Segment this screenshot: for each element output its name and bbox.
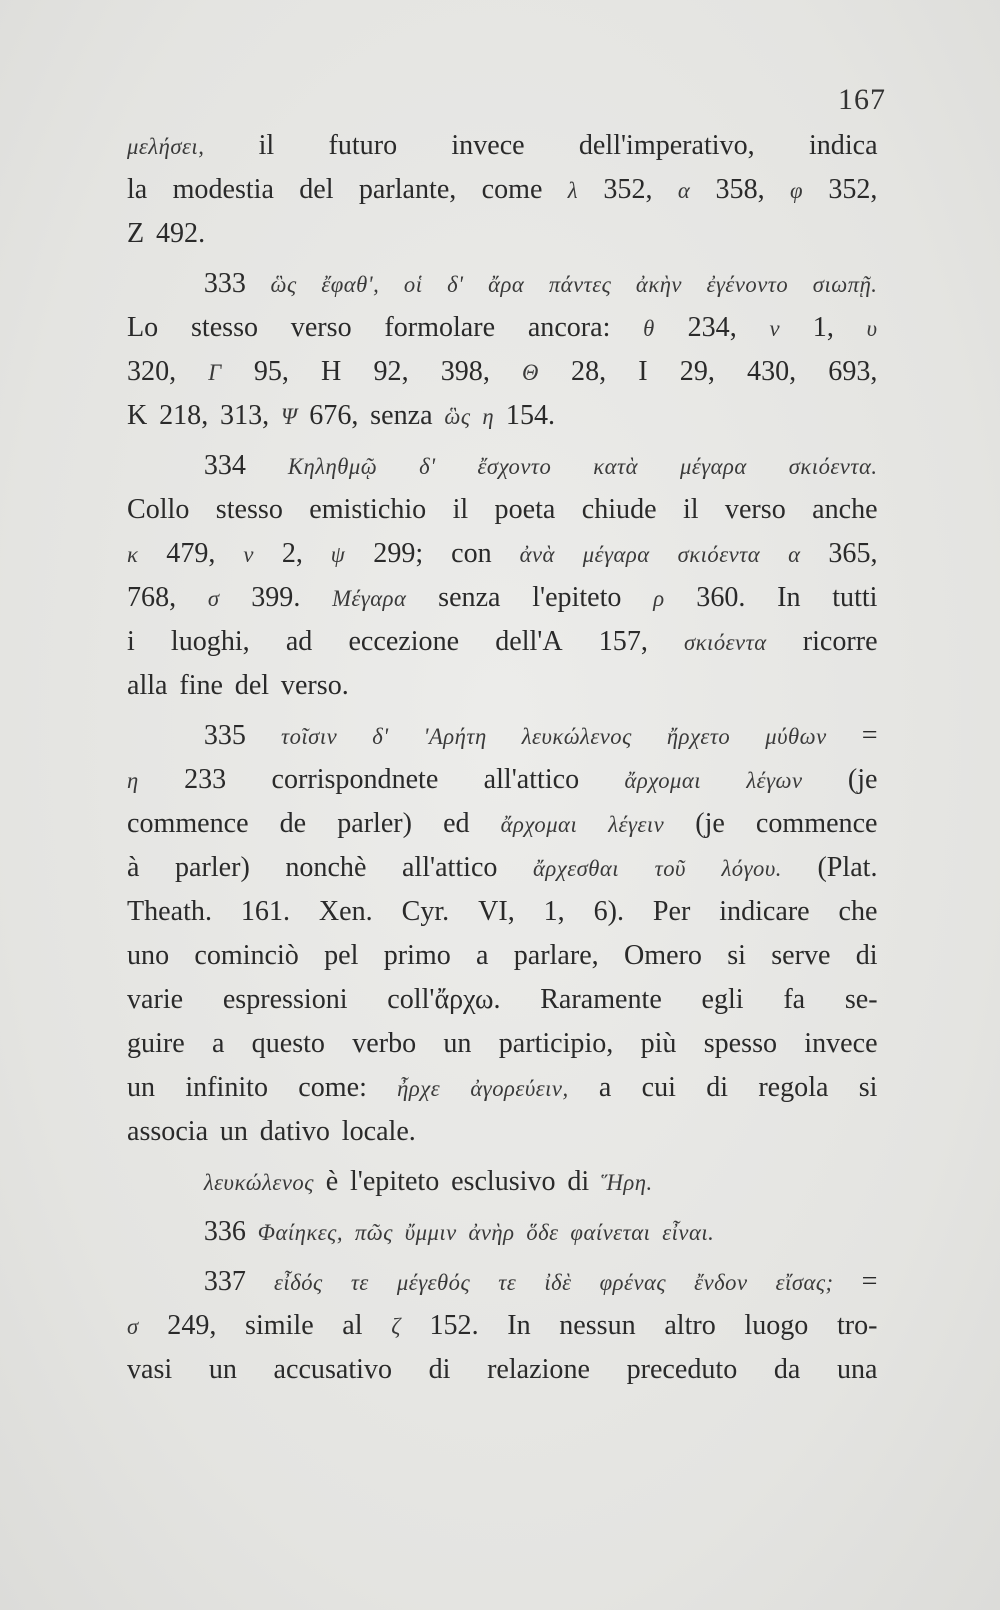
text-line — [127, 1348, 878, 1392]
word: parler) — [175, 852, 250, 883]
word: di — [428, 1354, 451, 1385]
word: ἄρχεσθαι — [532, 856, 620, 881]
text-line — [127, 532, 878, 576]
word: altro — [664, 1310, 716, 1341]
word: 336 — [203, 1216, 246, 1247]
word: μελήσει, — [127, 134, 205, 159]
word: il — [682, 494, 699, 525]
word: associa — [127, 1116, 209, 1147]
word: 360. — [696, 582, 746, 613]
text-line — [127, 168, 878, 212]
word: ζ — [391, 1314, 401, 1339]
word: di — [567, 1166, 590, 1197]
word: varie — [127, 984, 184, 1015]
text-line — [127, 1260, 878, 1304]
word: all'attico — [401, 852, 498, 883]
word: il — [452, 494, 469, 525]
word: Xen. — [318, 896, 373, 927]
word: verso. — [280, 670, 349, 701]
word: verso — [290, 312, 352, 343]
word: pel — [324, 940, 359, 971]
word: al — [342, 1310, 363, 1341]
word: ρ — [653, 586, 665, 611]
word: una — [836, 1354, 878, 1385]
word: 28, — [571, 356, 607, 387]
word: esclusivo — [451, 1166, 556, 1197]
word: Γ — [208, 360, 222, 385]
word: l'epiteto — [349, 1166, 440, 1197]
word: egli — [701, 984, 744, 1015]
word: eccezione — [348, 626, 460, 657]
word: Lo — [127, 312, 159, 343]
word: parlante, — [358, 174, 457, 205]
word: κατὰ — [593, 454, 639, 479]
word: 358, — [715, 174, 765, 205]
word: modestia — [172, 174, 274, 205]
word: emistichio — [309, 494, 427, 525]
word: commence — [755, 808, 878, 839]
text-line — [127, 1066, 878, 1110]
word: 313, — [220, 400, 270, 431]
word: tutti — [832, 582, 878, 613]
word: VI, — [478, 896, 515, 927]
word: 95, — [253, 356, 289, 387]
word: ν — [769, 316, 781, 341]
word: senza — [370, 400, 433, 431]
word: primo — [383, 940, 451, 971]
word: si — [727, 940, 746, 971]
word: μέγεθός — [396, 1270, 471, 1295]
word: luoghi, — [170, 626, 250, 657]
word: corrispondnete — [271, 764, 439, 795]
word: Cyr. — [401, 896, 450, 927]
word: il — [258, 130, 275, 161]
word: parler) — [337, 808, 413, 839]
word: indica — [808, 130, 878, 161]
word: indicare — [719, 896, 810, 927]
word: (je — [695, 808, 725, 839]
word: 6). — [593, 896, 625, 927]
word: si — [858, 1072, 878, 1103]
word: σ — [207, 586, 220, 611]
word: alla — [127, 670, 168, 701]
word: ed — [443, 808, 470, 839]
word: 234, — [687, 312, 737, 343]
word: ἀνὰ — [519, 542, 555, 567]
word: Per — [652, 896, 691, 927]
word: α — [788, 542, 801, 567]
word: ἄρα — [488, 272, 525, 297]
word: ἄρχομαι — [624, 768, 702, 793]
word: σ — [127, 1314, 139, 1339]
word: φαίνεται — [570, 1220, 651, 1245]
word: 768, — [127, 582, 177, 613]
text-line — [127, 714, 878, 758]
word: 152. — [429, 1310, 479, 1341]
word: un — [208, 1354, 237, 1385]
word: 337 — [203, 1266, 246, 1297]
word: Omero — [623, 940, 702, 971]
word: a — [598, 1072, 612, 1103]
word: λ — [567, 178, 579, 203]
word: 398, — [440, 356, 490, 387]
word: 2, — [281, 538, 303, 569]
word: σιωπῇ. — [812, 272, 878, 297]
word: 352, — [828, 174, 878, 205]
word: σκιόεντα — [684, 630, 767, 655]
text-line — [127, 444, 878, 488]
word: i — [127, 626, 135, 657]
text-line — [127, 124, 878, 168]
word: ὣς — [270, 272, 297, 297]
word: Z — [127, 218, 145, 249]
word: Ψ — [280, 404, 298, 429]
word: del — [234, 670, 270, 701]
word: δ' — [447, 272, 464, 297]
word: 352, — [603, 174, 653, 205]
word: l'epiteto — [532, 582, 622, 613]
word: se- — [844, 984, 878, 1015]
word: Φαίηκες, — [257, 1220, 344, 1245]
word: εἶναι. — [662, 1220, 715, 1245]
text-line — [127, 1304, 878, 1348]
word: Θ — [522, 360, 539, 385]
text-line — [127, 1160, 878, 1204]
word: εἴσας; — [775, 1270, 834, 1295]
word: anche — [812, 494, 878, 525]
word: ψ — [330, 542, 346, 567]
word: coll'ἄρχω. — [387, 984, 501, 1015]
word: fa — [783, 984, 806, 1015]
text-line — [127, 576, 878, 620]
body-text — [127, 124, 889, 1392]
word: μέγαρα — [679, 454, 747, 479]
word: di — [855, 940, 878, 971]
word: uno — [127, 940, 170, 971]
word: ὣς — [444, 404, 471, 429]
word: invece — [451, 130, 525, 161]
word: φρένας — [599, 1270, 667, 1295]
word: 333 — [203, 268, 246, 299]
word: I — [638, 356, 648, 387]
word: verbo — [352, 1028, 417, 1059]
word: Collo — [127, 494, 190, 525]
word: ἤρχετο — [666, 724, 731, 749]
word: τε — [498, 1270, 517, 1295]
text-line — [127, 620, 878, 664]
word: K — [127, 400, 148, 431]
word: σκιόεντα — [677, 542, 761, 567]
word: 92, — [373, 356, 409, 387]
word: 320, — [127, 356, 177, 387]
word: λόγου. — [721, 856, 782, 881]
word: 430, — [747, 356, 797, 387]
word: ἄρχομαι — [500, 812, 578, 837]
word: ἀκὴν — [635, 272, 682, 297]
word: μύθων — [765, 724, 827, 749]
word: ἔνδον — [694, 1270, 748, 1295]
word: la — [127, 174, 148, 205]
word: 1, — [543, 896, 565, 927]
word: infinito — [185, 1072, 269, 1103]
word: τοῖσιν — [280, 724, 338, 749]
word: δ' — [419, 454, 436, 479]
word: cominciò — [194, 940, 299, 971]
word: luogo — [744, 1310, 809, 1341]
word: futuro — [328, 130, 398, 161]
word: ἀγορεύειν, — [470, 1076, 569, 1101]
word: locale. — [341, 1116, 416, 1147]
word: verso — [724, 494, 786, 525]
word: (je — [847, 764, 878, 795]
word: di — [706, 1072, 729, 1103]
word: spesso — [703, 1028, 778, 1059]
text-line — [127, 212, 878, 256]
word: (Plat. — [817, 852, 878, 883]
word: λευκώλενος — [203, 1170, 314, 1195]
word: ἔφαθ', — [321, 272, 380, 297]
word: 1, — [812, 312, 834, 343]
word: relazione — [487, 1354, 590, 1385]
word: da — [773, 1354, 801, 1385]
word: α — [677, 178, 691, 203]
word: più — [640, 1028, 677, 1059]
word: commence — [127, 808, 249, 839]
text-line — [127, 846, 878, 890]
word: fine — [179, 670, 223, 701]
word: σκιόεντα. — [788, 454, 878, 479]
word: participio, — [498, 1028, 614, 1059]
word: τοῦ — [654, 856, 686, 881]
word: parlare, — [513, 940, 599, 971]
text-line — [127, 664, 878, 708]
word: come: — [298, 1072, 367, 1103]
word: 479, — [166, 538, 216, 569]
word: 299; — [373, 538, 424, 569]
text-line — [127, 802, 878, 846]
word: Κηληθμῷ — [287, 454, 378, 479]
word: 335 — [203, 720, 246, 751]
word: 334 — [203, 450, 246, 481]
word: λευκώλενος — [521, 724, 632, 749]
word: ἰδὲ — [544, 1270, 572, 1295]
word: θ — [643, 316, 655, 341]
word: del — [299, 174, 334, 205]
word: un — [219, 1116, 248, 1147]
word: In — [507, 1310, 531, 1341]
word: espressioni — [222, 984, 348, 1015]
word: δ' — [372, 724, 389, 749]
word: con — [451, 538, 492, 569]
word: a — [476, 940, 489, 971]
word: H — [321, 356, 342, 387]
word: 249, — [167, 1310, 217, 1341]
word: = — [861, 720, 878, 751]
word: ὅδε — [526, 1220, 559, 1245]
word: dativo — [259, 1116, 330, 1147]
page-number: 167 — [838, 83, 886, 116]
word: de — [279, 808, 307, 839]
word: 29, — [679, 356, 715, 387]
word: chiude — [581, 494, 657, 525]
word: 154. — [505, 400, 556, 431]
word: Theath. — [127, 896, 212, 927]
word: ancora: — [527, 312, 611, 343]
word: η — [482, 404, 495, 429]
word: è — [325, 1166, 339, 1197]
text-line — [127, 890, 878, 934]
word: regola — [758, 1072, 829, 1103]
word: dell'imperativo, — [578, 130, 755, 161]
word: Ἥρη. — [601, 1170, 653, 1195]
word: accusativo — [273, 1354, 393, 1385]
word: 399. — [251, 582, 301, 613]
word: à — [127, 852, 140, 883]
word: κ — [127, 542, 139, 567]
word: poeta — [494, 494, 556, 525]
word: Μέγαρα — [332, 586, 407, 611]
word: ἀνὴρ — [468, 1220, 515, 1245]
word: 'Αρήτη — [423, 724, 487, 749]
word: invece — [804, 1028, 878, 1059]
text-line — [127, 350, 878, 394]
word: 218, — [159, 400, 209, 431]
word: ἦρχε — [397, 1076, 441, 1101]
text-line — [127, 306, 878, 350]
word: senza — [438, 582, 501, 613]
word: come — [481, 174, 543, 205]
word: simile — [245, 1310, 314, 1341]
word: η — [127, 768, 139, 793]
word: ν — [243, 542, 254, 567]
word: stesso — [215, 494, 283, 525]
word: υ — [866, 316, 878, 341]
text-line — [127, 488, 878, 532]
word: dell'A — [495, 626, 563, 657]
word: serve — [771, 940, 831, 971]
word: ricorre — [802, 626, 878, 657]
text-line — [127, 262, 878, 306]
word: ὔμμιν — [404, 1220, 457, 1245]
word: stesso — [190, 312, 259, 343]
word: ἔσχοντο — [477, 454, 552, 479]
text-line — [127, 978, 878, 1022]
word: 233 — [184, 764, 227, 795]
word: In — [777, 582, 801, 613]
word: 492. — [155, 218, 206, 249]
word: che — [838, 896, 878, 927]
word: = — [861, 1266, 878, 1297]
word: 161. — [240, 896, 291, 927]
word: 693, — [828, 356, 878, 387]
word: guire — [127, 1028, 185, 1059]
text-line — [127, 1210, 878, 1254]
word: ἐγένοντο — [706, 272, 789, 297]
word: 157, — [598, 626, 648, 657]
word: nonchè — [285, 852, 367, 883]
word: λέγειν — [608, 812, 665, 837]
word: μέγαρα — [582, 542, 650, 567]
text-line — [127, 1022, 878, 1066]
word: φ — [789, 178, 804, 203]
word: 365, — [828, 538, 878, 569]
word: vasi — [127, 1354, 173, 1385]
word: οἱ — [403, 272, 423, 297]
word: all'attico — [483, 764, 580, 795]
word: nessun — [559, 1310, 636, 1341]
word: ad — [285, 626, 313, 657]
word: a — [211, 1028, 225, 1059]
word: preceduto — [626, 1354, 738, 1385]
word: εἶδός — [274, 1270, 323, 1295]
text-line — [127, 1110, 878, 1154]
text-line — [127, 758, 878, 802]
word: cui — [641, 1072, 676, 1103]
word: Raramente — [540, 984, 662, 1015]
word: un — [443, 1028, 472, 1059]
word: 676, — [309, 400, 359, 431]
word: πῶς — [354, 1220, 393, 1245]
word: un — [127, 1072, 156, 1103]
word: questo — [251, 1028, 325, 1059]
text-line — [127, 934, 878, 978]
text-line — [127, 394, 878, 438]
word: formolare — [384, 312, 496, 343]
word: λέγων — [746, 768, 803, 793]
word: tro- — [836, 1310, 878, 1341]
word: πάντες — [548, 272, 612, 297]
word: τε — [350, 1270, 369, 1295]
